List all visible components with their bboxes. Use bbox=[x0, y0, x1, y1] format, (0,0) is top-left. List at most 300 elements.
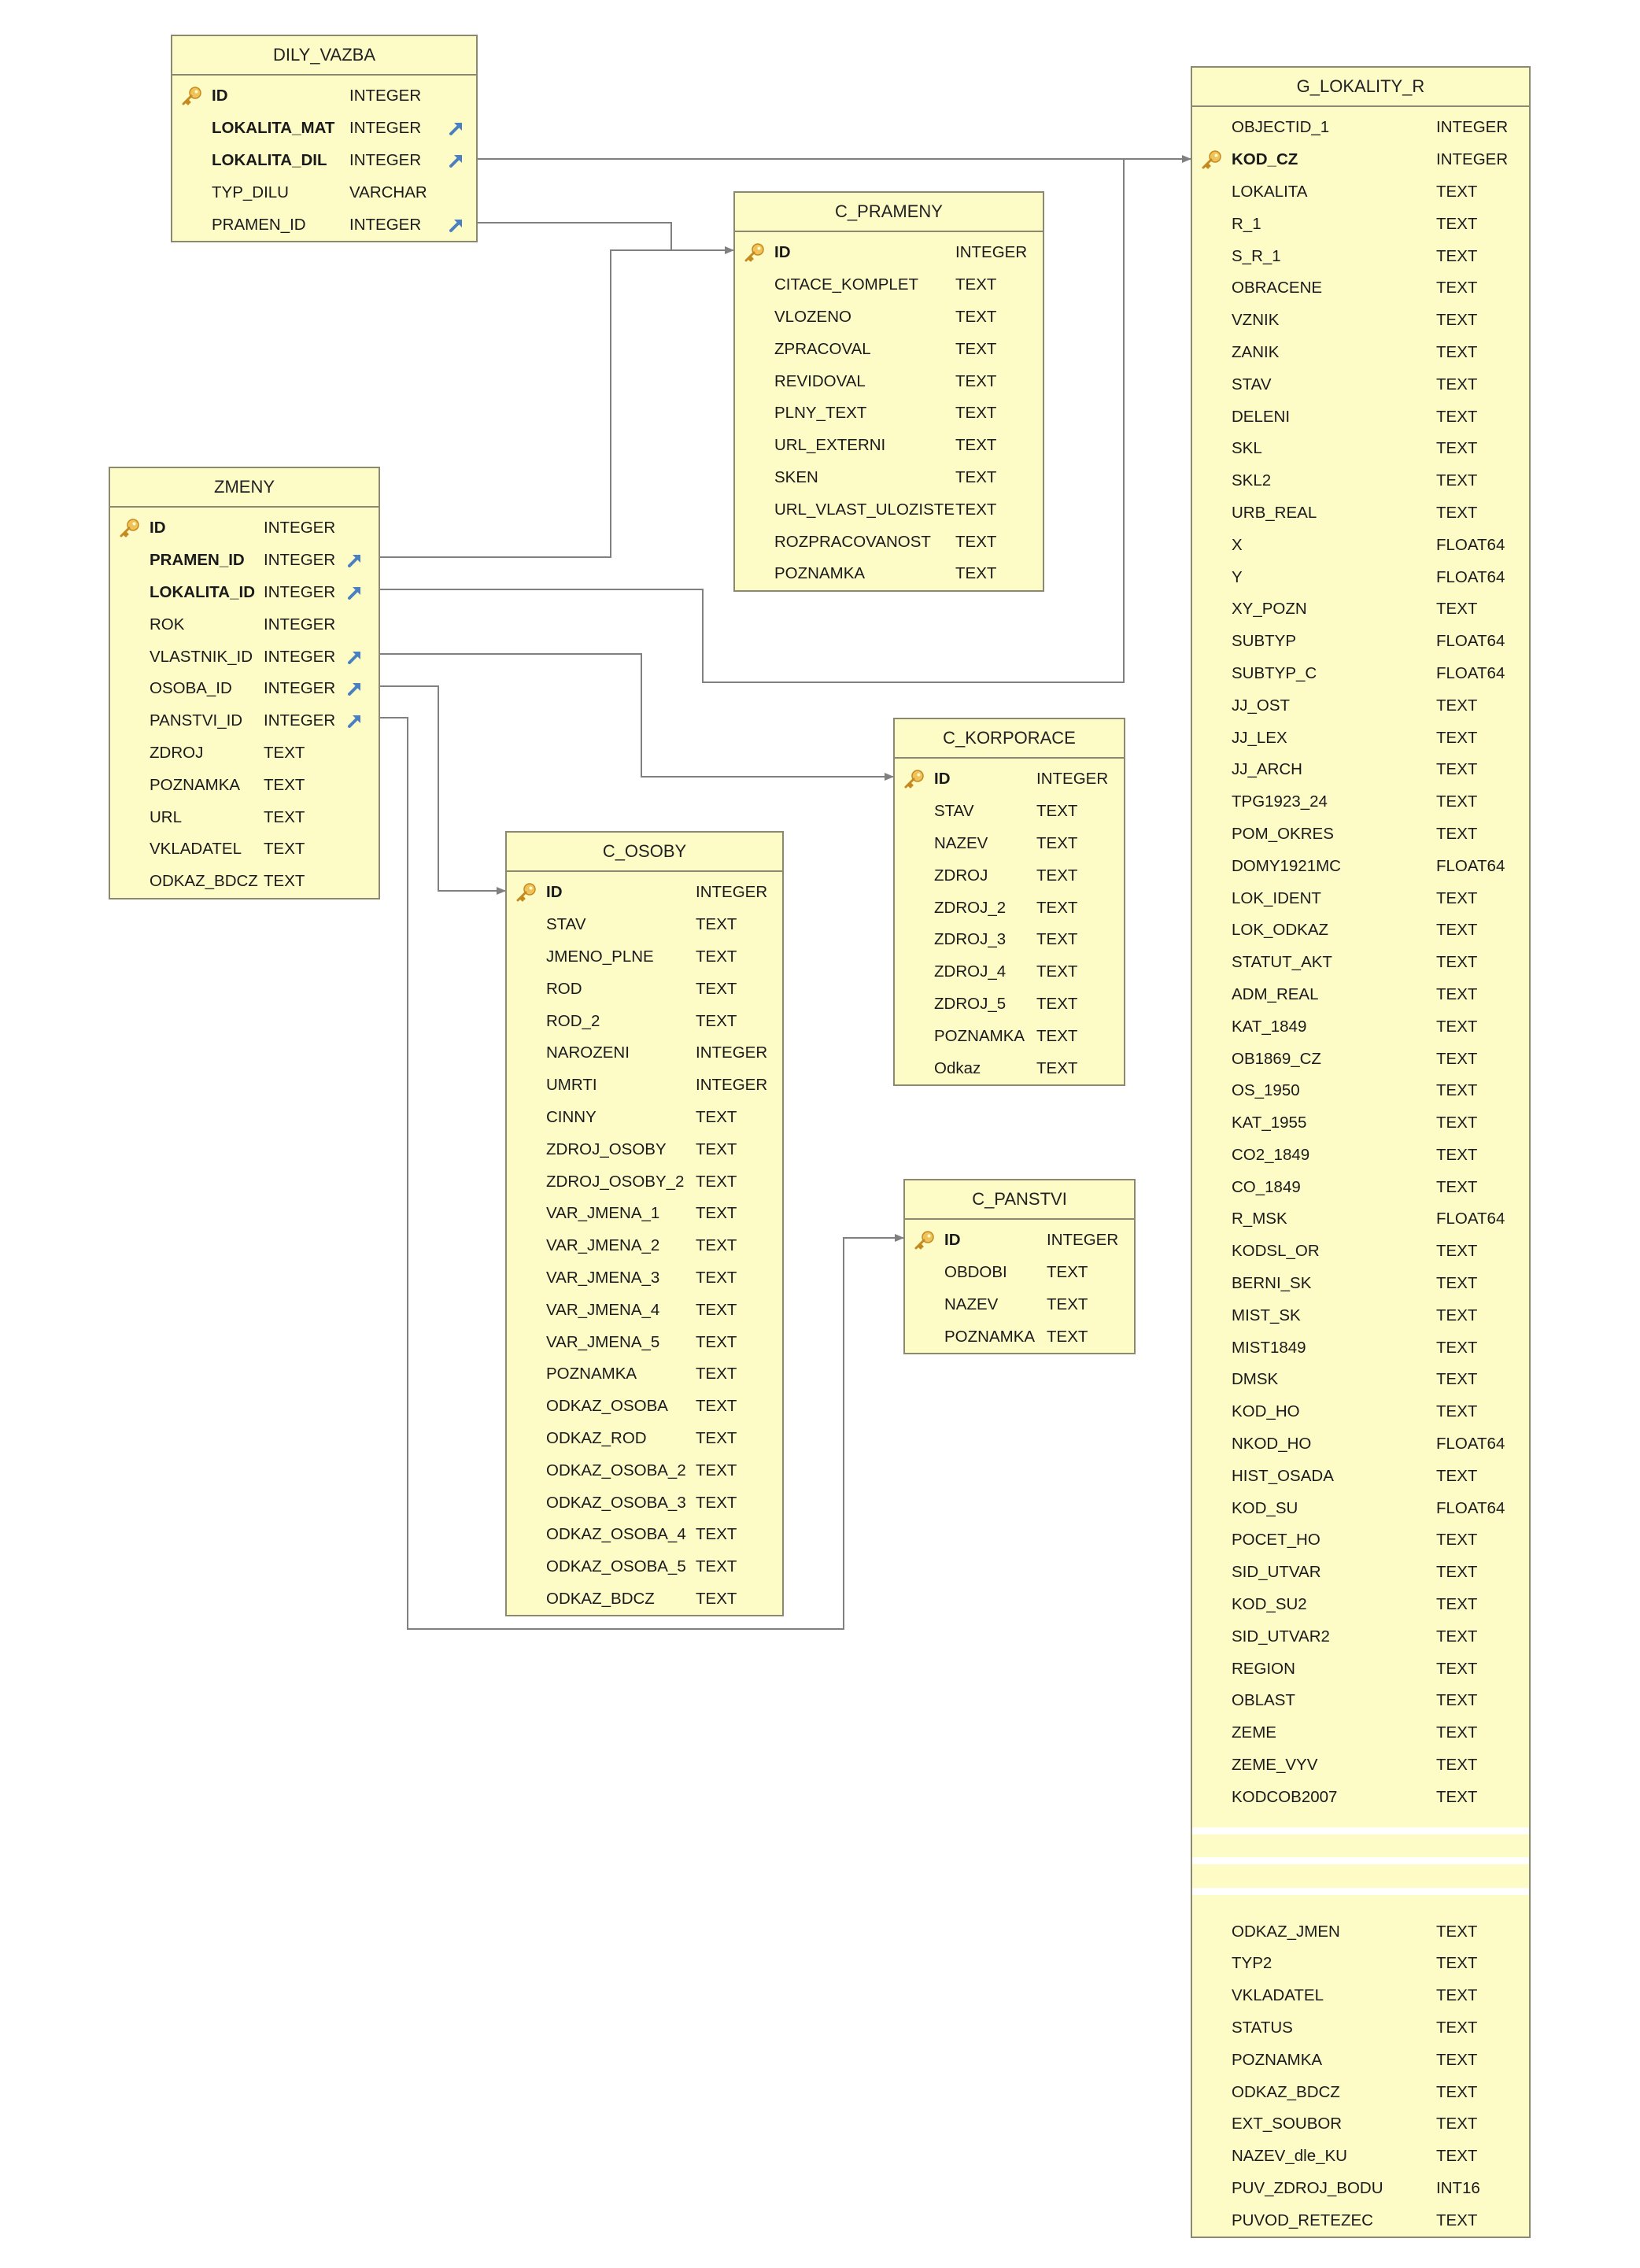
table-row[interactable] bbox=[1192, 1428, 1529, 1461]
column-name: TPG1923_24 bbox=[1232, 792, 1328, 811]
table-row[interactable] bbox=[507, 1391, 782, 1423]
table-row[interactable] bbox=[1192, 497, 1529, 530]
column-name: ROD_2 bbox=[546, 1011, 600, 1030]
column-type: TEXT bbox=[955, 467, 997, 486]
table-row[interactable] bbox=[895, 924, 1124, 956]
table-row[interactable] bbox=[110, 801, 379, 833]
column-type: TEXT bbox=[1436, 888, 1478, 907]
column-type: TEXT bbox=[1436, 1049, 1478, 1068]
table-row[interactable] bbox=[1192, 433, 1529, 465]
column-type: TEXT bbox=[1436, 1274, 1478, 1293]
column-name: STAV bbox=[934, 802, 974, 821]
table-g-lokality-r[interactable] bbox=[1191, 66, 1531, 2238]
column-type: INTEGER bbox=[696, 1044, 768, 1062]
table-row[interactable] bbox=[507, 1583, 782, 1616]
column-name: LOKALITA_DIL bbox=[212, 150, 327, 169]
table-row[interactable] bbox=[1192, 465, 1529, 497]
table-row[interactable] bbox=[1192, 529, 1529, 561]
column-name: R_MSK bbox=[1232, 1210, 1287, 1228]
column-type: TEXT bbox=[696, 1140, 737, 1158]
column-type: TEXT bbox=[696, 1172, 737, 1191]
connector-zmeny-pramen-to-prameny bbox=[379, 250, 733, 557]
table-row[interactable] bbox=[1192, 176, 1529, 209]
foreign-key-icon bbox=[346, 552, 364, 569]
column-type: TEXT bbox=[264, 743, 305, 762]
column-type: FLOAT64 bbox=[1436, 856, 1505, 875]
column-name: ODKAZ_BDCZ bbox=[1232, 2082, 1340, 2101]
table-row[interactable] bbox=[1192, 914, 1529, 947]
column-type: TEXT bbox=[1436, 1627, 1478, 1646]
table-row[interactable] bbox=[1192, 1396, 1529, 1428]
table-row[interactable] bbox=[1192, 1075, 1529, 1107]
table-row[interactable] bbox=[735, 526, 1043, 558]
table-row[interactable] bbox=[1192, 1557, 1529, 1589]
table-row[interactable] bbox=[1192, 1043, 1529, 1075]
column-name: ZDROJ_4 bbox=[934, 962, 1007, 981]
table-row[interactable] bbox=[172, 145, 476, 177]
column-name: LOK_IDENT bbox=[1232, 888, 1321, 907]
column-type: TEXT bbox=[1436, 824, 1478, 843]
column-name: ODKAZ_OSOBA_5 bbox=[546, 1557, 686, 1576]
column-name: POZNAMKA bbox=[1232, 2050, 1323, 2069]
column-type: INTEGER bbox=[264, 582, 336, 601]
table-row[interactable] bbox=[110, 512, 379, 545]
table-row[interactable] bbox=[1192, 947, 1529, 979]
table-row[interactable] bbox=[172, 80, 476, 113]
column-name: ROZPRACOVANOST bbox=[774, 532, 931, 551]
column-type: INTEGER bbox=[264, 615, 336, 633]
table-row[interactable] bbox=[735, 430, 1043, 462]
column-type: TEXT bbox=[955, 532, 997, 551]
column-name: OBDOBI bbox=[944, 1263, 1007, 1282]
column-type: VARCHAR bbox=[349, 183, 427, 201]
table-row[interactable] bbox=[507, 1005, 782, 1037]
gap-strip bbox=[1192, 1888, 1529, 1895]
table-row[interactable] bbox=[895, 1052, 1124, 1084]
table-row[interactable] bbox=[110, 737, 379, 770]
column-name: REVIDOVAL bbox=[774, 371, 866, 390]
column-name: SKL bbox=[1232, 439, 1262, 458]
table-title: C_PRAMENY bbox=[735, 193, 1043, 232]
column-type: INTEGER bbox=[349, 119, 422, 138]
column-type: TEXT bbox=[696, 1365, 737, 1383]
table-row[interactable] bbox=[1192, 1948, 1529, 1980]
column-name: ADM_REAL bbox=[1232, 984, 1319, 1003]
table-row[interactable] bbox=[895, 988, 1124, 1021]
column-name: ID bbox=[944, 1231, 961, 1250]
table-row[interactable] bbox=[1192, 593, 1529, 626]
table-row[interactable] bbox=[735, 493, 1043, 526]
column-type: TEXT bbox=[1436, 214, 1478, 233]
primary-key-icon bbox=[1200, 150, 1224, 170]
column-type: TEXT bbox=[264, 807, 305, 826]
column-type: TEXT bbox=[696, 1332, 737, 1351]
table-row[interactable] bbox=[1192, 1332, 1529, 1364]
column-type: TEXT bbox=[696, 1011, 737, 1030]
column-type: TEXT bbox=[1436, 246, 1478, 265]
table-row[interactable] bbox=[1192, 2204, 1529, 2237]
table-row[interactable] bbox=[1192, 626, 1529, 658]
column-name: KOD_SU2 bbox=[1232, 1595, 1307, 1614]
column-name: PLNY_TEXT bbox=[774, 404, 867, 423]
column-type: INTEGER bbox=[1047, 1231, 1119, 1250]
column-name: LOKALITA bbox=[1232, 182, 1308, 201]
column-type: TEXT bbox=[1436, 2082, 1478, 2101]
table-row[interactable] bbox=[1192, 272, 1529, 305]
column-type: TEXT bbox=[955, 307, 997, 326]
column-name: SID_UTVAR2 bbox=[1232, 1627, 1330, 1646]
table-row[interactable] bbox=[1192, 2012, 1529, 2045]
column-type: TEXT bbox=[1436, 984, 1478, 1003]
table-row[interactable] bbox=[895, 956, 1124, 988]
column-type: TEXT bbox=[955, 436, 997, 455]
column-type: TEXT bbox=[1436, 1370, 1478, 1389]
column-name: SUBTYP_C bbox=[1232, 663, 1317, 682]
column-type: TEXT bbox=[1436, 2211, 1478, 2229]
column-name: ODKAZ_OSOBA_3 bbox=[546, 1493, 686, 1512]
column-name: TYP2 bbox=[1232, 1954, 1272, 1973]
column-type: TEXT bbox=[955, 371, 997, 390]
table-row[interactable] bbox=[507, 1519, 782, 1551]
table-row[interactable] bbox=[110, 577, 379, 609]
column-name: POCET_HO bbox=[1232, 1531, 1320, 1550]
column-type: TEXT bbox=[696, 1107, 737, 1126]
column-type: TEXT bbox=[955, 404, 997, 423]
column-name: R_1 bbox=[1232, 214, 1261, 233]
column-type: TEXT bbox=[1436, 1659, 1478, 1678]
table-row[interactable] bbox=[172, 113, 476, 145]
column-type: TEXT bbox=[1047, 1327, 1088, 1346]
column-name: ZPRACOVAL bbox=[774, 339, 871, 358]
table-row[interactable] bbox=[1192, 1364, 1529, 1396]
column-type: TEXT bbox=[955, 339, 997, 358]
table-row[interactable] bbox=[1192, 818, 1529, 851]
column-name: Y bbox=[1232, 567, 1243, 586]
table-row[interactable] bbox=[1192, 2044, 1529, 2076]
table-row[interactable] bbox=[507, 973, 782, 1005]
column-name: JMENO_PLNE bbox=[546, 947, 654, 966]
table-row[interactable] bbox=[110, 833, 379, 866]
column-name: BERNI_SK bbox=[1232, 1274, 1312, 1293]
column-type: TEXT bbox=[955, 564, 997, 583]
table-row[interactable] bbox=[1192, 2141, 1529, 2173]
table-row[interactable] bbox=[735, 301, 1043, 334]
column-name: XY_POZN bbox=[1232, 600, 1307, 619]
column-name: JJ_ARCH bbox=[1232, 760, 1302, 779]
column-name: PUVOD_RETEZEC bbox=[1232, 2211, 1373, 2229]
column-type: TEXT bbox=[1436, 1787, 1478, 1806]
table-c-prameny[interactable] bbox=[733, 191, 1044, 592]
column-type: TEXT bbox=[1436, 2147, 1478, 2166]
column-type: INTEGER bbox=[349, 87, 422, 105]
column-type: TEXT bbox=[1436, 471, 1478, 490]
table-row[interactable] bbox=[110, 769, 379, 801]
table-row[interactable] bbox=[1192, 754, 1529, 786]
table-dily-vazba[interactable] bbox=[171, 35, 478, 242]
table-row[interactable] bbox=[1192, 1107, 1529, 1140]
table-row[interactable] bbox=[735, 269, 1043, 301]
table-row[interactable] bbox=[1192, 1589, 1529, 1621]
table-title: ZMENY bbox=[110, 468, 379, 508]
column-name: VAR_JMENA_4 bbox=[546, 1300, 660, 1319]
column-name: URL bbox=[150, 807, 183, 826]
column-name: NAZEV_dle_KU bbox=[1232, 2147, 1347, 2166]
column-type: TEXT bbox=[696, 1461, 737, 1479]
table-row[interactable] bbox=[905, 1257, 1134, 1289]
column-type: TEXT bbox=[1036, 866, 1078, 885]
table-row[interactable] bbox=[905, 1289, 1134, 1321]
table-row[interactable] bbox=[507, 1133, 782, 1165]
table-row[interactable] bbox=[735, 333, 1043, 365]
table-title: C_OSOBY bbox=[507, 833, 782, 872]
column-type: TEXT bbox=[1036, 994, 1078, 1013]
table-row[interactable] bbox=[1192, 1781, 1529, 1813]
column-name: MIST_SK bbox=[1232, 1306, 1301, 1324]
table-row[interactable] bbox=[1192, 1492, 1529, 1524]
column-name: OB1869_CZ bbox=[1232, 1049, 1321, 1068]
column-type: TEXT bbox=[696, 1557, 737, 1576]
column-name: VLOZENO bbox=[774, 307, 851, 326]
table-row[interactable] bbox=[1192, 1140, 1529, 1172]
table-row[interactable] bbox=[1192, 1171, 1529, 1203]
table-row[interactable] bbox=[507, 1037, 782, 1069]
table-row[interactable] bbox=[507, 1551, 782, 1583]
column-name: ROD bbox=[546, 979, 582, 998]
table-row[interactable] bbox=[1192, 1915, 1529, 1948]
column-type: FLOAT64 bbox=[1436, 567, 1505, 586]
table-row[interactable] bbox=[1192, 1685, 1529, 1717]
table-c-panstvi[interactable] bbox=[903, 1179, 1136, 1354]
column-name: ZDROJ bbox=[934, 866, 988, 885]
column-name: ZDROJ bbox=[150, 743, 204, 762]
table-title: C_KORPORACE bbox=[895, 719, 1124, 759]
column-name: TYP_DILU bbox=[212, 183, 289, 201]
table-row[interactable] bbox=[110, 705, 379, 737]
column-type: TEXT bbox=[1436, 1595, 1478, 1614]
foreign-key-icon bbox=[346, 712, 364, 730]
table-row[interactable] bbox=[507, 1165, 782, 1198]
table-row[interactable] bbox=[1192, 850, 1529, 882]
table-row[interactable] bbox=[507, 1423, 782, 1455]
table-row[interactable] bbox=[507, 1069, 782, 1102]
column-name: KAT_1955 bbox=[1232, 1114, 1307, 1132]
table-row[interactable] bbox=[1192, 112, 1529, 144]
table-row[interactable] bbox=[735, 397, 1043, 430]
column-name: PRAMEN_ID bbox=[150, 551, 245, 570]
column-name: SKEN bbox=[774, 467, 818, 486]
table-row[interactable] bbox=[110, 866, 379, 898]
column-name: POM_OKRES bbox=[1232, 824, 1334, 843]
table-row[interactable] bbox=[1192, 1236, 1529, 1268]
column-type: TEXT bbox=[1436, 696, 1478, 715]
column-type: TEXT bbox=[264, 872, 305, 891]
column-type: TEXT bbox=[1436, 311, 1478, 330]
table-row[interactable] bbox=[1192, 2173, 1529, 2205]
table-title: C_PANSTVI bbox=[905, 1180, 1134, 1220]
column-type: TEXT bbox=[1436, 1723, 1478, 1742]
column-type: TEXT bbox=[1436, 760, 1478, 779]
column-type: INTEGER bbox=[264, 551, 336, 570]
table-row[interactable] bbox=[172, 176, 476, 209]
table-row[interactable] bbox=[1192, 305, 1529, 337]
table-row[interactable] bbox=[1192, 1268, 1529, 1300]
column-type: TEXT bbox=[1436, 1402, 1478, 1421]
table-row[interactable] bbox=[1192, 979, 1529, 1011]
column-type: TEXT bbox=[1436, 1563, 1478, 1582]
column-type: TEXT bbox=[696, 979, 737, 998]
table-row[interactable] bbox=[507, 1102, 782, 1134]
column-type: TEXT bbox=[696, 1589, 737, 1608]
table-row[interactable] bbox=[895, 892, 1124, 924]
column-type: TEXT bbox=[1436, 407, 1478, 426]
column-name: PRAMEN_ID bbox=[212, 215, 306, 234]
column-type: INTEGER bbox=[264, 519, 336, 537]
table-row[interactable] bbox=[1192, 658, 1529, 690]
column-name: URB_REAL bbox=[1232, 503, 1317, 522]
column-name: CITACE_KOMPLET bbox=[774, 275, 919, 294]
column-name: ID bbox=[212, 87, 228, 105]
column-type: TEXT bbox=[1436, 503, 1478, 522]
table-row[interactable] bbox=[1192, 2108, 1529, 2141]
column-type: TEXT bbox=[1436, 921, 1478, 940]
column-name: X bbox=[1232, 535, 1243, 554]
table-row[interactable] bbox=[895, 859, 1124, 892]
column-type: TEXT bbox=[1436, 1145, 1478, 1164]
column-type: TEXT bbox=[1436, 1922, 1478, 1941]
column-type: FLOAT64 bbox=[1436, 1210, 1505, 1228]
table-row[interactable] bbox=[172, 209, 476, 241]
primary-key-icon bbox=[903, 769, 926, 789]
table-row[interactable] bbox=[1192, 208, 1529, 240]
primary-key-icon bbox=[743, 242, 766, 263]
column-name: POZNAMKA bbox=[546, 1365, 637, 1383]
column-name: POZNAMKA bbox=[150, 775, 241, 794]
table-row[interactable] bbox=[735, 558, 1043, 590]
table-row[interactable] bbox=[1192, 722, 1529, 754]
column-name: ODKAZ_BDCZ bbox=[546, 1589, 655, 1608]
column-type: TEXT bbox=[1436, 1017, 1478, 1036]
table-row[interactable] bbox=[110, 608, 379, 641]
table-row[interactable] bbox=[1192, 1299, 1529, 1332]
column-name: VAR_JMENA_3 bbox=[546, 1268, 660, 1287]
column-name: VZNIK bbox=[1232, 311, 1280, 330]
table-row[interactable] bbox=[1192, 2076, 1529, 2108]
column-name: ZDROJ_3 bbox=[934, 930, 1007, 949]
column-type: INTEGER bbox=[955, 243, 1028, 262]
table-row[interactable] bbox=[507, 1198, 782, 1230]
table-row[interactable] bbox=[1192, 786, 1529, 818]
table-row[interactable] bbox=[507, 877, 782, 909]
column-type: INTEGER bbox=[264, 679, 336, 698]
table-row[interactable] bbox=[1192, 1717, 1529, 1749]
foreign-key-icon bbox=[448, 152, 465, 169]
column-name: STAV bbox=[1232, 375, 1272, 393]
table-row[interactable] bbox=[895, 828, 1124, 860]
column-name: ODKAZ_OSOBA_2 bbox=[546, 1461, 686, 1479]
column-name: ID bbox=[546, 883, 563, 902]
table-row[interactable] bbox=[1192, 401, 1529, 433]
table-zmeny[interactable] bbox=[109, 467, 380, 899]
column-name: CINNY bbox=[546, 1107, 597, 1126]
table-row[interactable] bbox=[507, 1326, 782, 1358]
table-row[interactable] bbox=[1192, 1010, 1529, 1043]
primary-key-icon bbox=[180, 86, 204, 106]
column-name: VKLADATEL bbox=[1232, 1986, 1324, 2005]
table-row[interactable] bbox=[1192, 1460, 1529, 1492]
table-row[interactable] bbox=[507, 1454, 782, 1487]
table-c-osoby[interactable] bbox=[505, 831, 784, 1616]
table-row[interactable] bbox=[110, 641, 379, 673]
table-row[interactable] bbox=[735, 365, 1043, 397]
column-type: TEXT bbox=[696, 1300, 737, 1319]
table-row[interactable] bbox=[1192, 368, 1529, 401]
column-name: ROK bbox=[150, 615, 185, 633]
column-type: TEXT bbox=[1436, 1466, 1478, 1485]
table-row[interactable] bbox=[507, 1487, 782, 1519]
table-row[interactable] bbox=[507, 1230, 782, 1262]
table-row[interactable] bbox=[735, 237, 1043, 269]
column-name: VAR_JMENA_5 bbox=[546, 1332, 660, 1351]
table-c-korporace[interactable] bbox=[893, 718, 1125, 1086]
table-row[interactable] bbox=[1192, 561, 1529, 593]
table-row[interactable] bbox=[895, 796, 1124, 828]
table-row[interactable] bbox=[895, 763, 1124, 796]
table-row[interactable] bbox=[1192, 337, 1529, 369]
column-type: TEXT bbox=[1036, 1058, 1078, 1077]
table-row[interactable] bbox=[1192, 1524, 1529, 1557]
column-name: CO2_1849 bbox=[1232, 1145, 1310, 1164]
column-name: UMRTI bbox=[546, 1076, 597, 1095]
column-type: TEXT bbox=[1036, 833, 1078, 852]
table-row[interactable] bbox=[507, 1262, 782, 1295]
column-type: TEXT bbox=[955, 275, 997, 294]
table-title: G_LOKALITY_R bbox=[1192, 68, 1529, 107]
column-type: INTEGER bbox=[264, 647, 336, 666]
column-type: TEXT bbox=[1436, 1242, 1478, 1261]
column-type: TEXT bbox=[1436, 439, 1478, 458]
column-name: STAV bbox=[546, 915, 586, 934]
column-name: OSOBA_ID bbox=[150, 679, 232, 698]
table-row[interactable] bbox=[895, 1020, 1124, 1052]
table-row[interactable] bbox=[1192, 1653, 1529, 1685]
table-row[interactable] bbox=[905, 1321, 1134, 1353]
table-row[interactable] bbox=[1192, 1203, 1529, 1236]
column-type: TEXT bbox=[1036, 802, 1078, 821]
table-row[interactable] bbox=[1192, 882, 1529, 914]
table-row[interactable] bbox=[110, 545, 379, 577]
table-row[interactable] bbox=[507, 1358, 782, 1391]
table-row[interactable] bbox=[507, 941, 782, 973]
table-row[interactable] bbox=[507, 1294, 782, 1326]
table-row[interactable] bbox=[1192, 1620, 1529, 1653]
truncated-rows-gap bbox=[1192, 1813, 1529, 1915]
table-row[interactable] bbox=[735, 462, 1043, 494]
table-row[interactable] bbox=[905, 1224, 1134, 1257]
column-name: URL_VLAST_ULOZISTE bbox=[774, 500, 955, 519]
table-row[interactable] bbox=[1192, 240, 1529, 272]
column-type: INTEGER bbox=[349, 215, 422, 234]
table-row[interactable] bbox=[507, 909, 782, 941]
column-name: CO_1849 bbox=[1232, 1177, 1301, 1196]
table-row[interactable] bbox=[1192, 1980, 1529, 2012]
table-row[interactable] bbox=[110, 673, 379, 705]
primary-key-icon bbox=[515, 882, 538, 903]
table-row[interactable] bbox=[1192, 689, 1529, 722]
table-row[interactable] bbox=[1192, 144, 1529, 176]
column-name: KODSL_OR bbox=[1232, 1242, 1320, 1261]
column-type: TEXT bbox=[1047, 1263, 1088, 1282]
table-row[interactable] bbox=[1192, 1749, 1529, 1782]
